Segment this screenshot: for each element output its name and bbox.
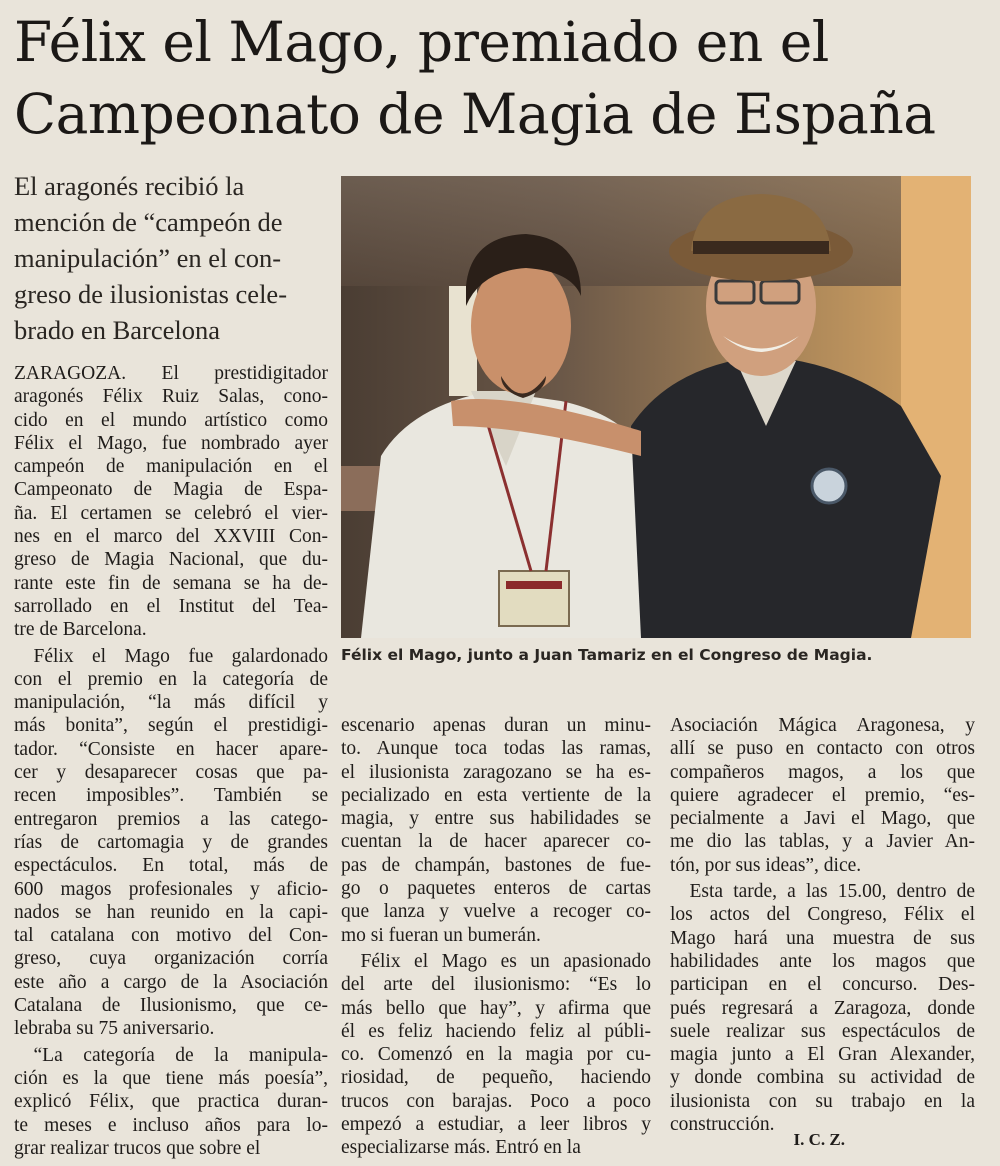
text-line: tador. “Consiste en hacer apare- — [14, 738, 328, 760]
author-signature: I. C. Z. — [793, 1130, 845, 1149]
text-line: cuentan la de hacer aparecer co- — [341, 831, 651, 853]
text-line: él es feliz haciendo feliz al públi- — [341, 1020, 651, 1042]
text-line: co. Comenzó en la magia por cu- — [341, 1044, 651, 1066]
article-column-3 — [670, 714, 975, 1136]
text-line: nes en el marco del XXVIII Con- — [14, 526, 328, 548]
text-line: que lanza y vuelve a recoger co- — [341, 901, 651, 923]
text-line: riosidad, de pequeño, haciendo — [341, 1067, 651, 1089]
text-line: habilidades ante los magos que — [670, 950, 975, 972]
text-line: Catalana de Ilusionismo, que ce- — [14, 995, 328, 1017]
text-line: 600 magos profesionales y aficio- — [14, 878, 328, 900]
text-line: ción es la que tiene más poesía”, — [14, 1067, 328, 1089]
text-line: explicó Félix, que practica duran- — [14, 1091, 328, 1113]
text-line: pecialmente a Javi el Mago, que — [670, 808, 975, 830]
text-line: recen imposibles”. También se — [14, 785, 328, 807]
text-line: tre de Barcelona. — [14, 619, 147, 641]
text-line: suele realizar sus espectáculos de — [670, 1020, 975, 1042]
text-line: este año a cargo de la Asociación — [14, 971, 328, 993]
subhead-line: brado en Barcelona — [14, 315, 221, 345]
text-line: Mago hará una muestra de sus — [670, 927, 975, 949]
text-line: Campeonato de Magia de Espa- — [14, 479, 328, 501]
text-line: ña. El certamen se celebró el vier- — [14, 502, 328, 524]
text-line: más bonita”, según el prestidigi- — [14, 715, 328, 737]
text-line: del arte del ilusionismo: “Es lo — [341, 974, 651, 996]
text-line: rías de cartomagia y de grandes — [14, 831, 328, 853]
text-line: greso, cuya organización corría — [14, 948, 328, 970]
headline-line: Campeonato de Magia de España — [14, 82, 936, 146]
text-line: to. Aunque toca todas las ramas, — [341, 738, 651, 760]
text-line: especializarse más. Entró en la — [341, 1137, 581, 1159]
text-line: los actos del Congreso, Félix el — [670, 904, 975, 926]
subhead-line: El aragonés recibió la — [14, 171, 245, 201]
text-line: go o paquetes enteros de cartas — [341, 878, 651, 900]
subhead-line: manipulación” en el con- — [14, 243, 282, 273]
article-column-2 — [341, 714, 651, 1160]
article-column-1 — [14, 362, 328, 1160]
text-line: Esta tarde, a las 15.00, dentro de — [670, 881, 975, 903]
text-line: Félix el Mago es un apasionado — [341, 950, 651, 972]
text-line: nados se han reunido en la capi- — [14, 901, 328, 923]
text-line: y donde combina su actividad de — [670, 1067, 975, 1089]
text-line: greso de Magia Nacional, que du- — [14, 549, 328, 571]
headline-line: Félix el Mago, premiado en el — [14, 10, 829, 74]
text-line: pecializado en esta vertiente de la — [341, 784, 651, 806]
text-line: tal catalana con motivo del Con- — [14, 925, 328, 947]
text-line: quiere agradecer el premio, “es- — [670, 784, 975, 806]
text-line: campeón de manipulación en el — [14, 456, 328, 478]
text-line: trucos con barajas. Poco a poco — [341, 1090, 651, 1112]
text-line: tón, por sus ideas”, dice. — [670, 854, 862, 876]
subheadline — [14, 168, 332, 348]
text-line: rante este fin de semana se ha de- — [14, 572, 328, 594]
text-line: allí se puso en contacto con otros — [670, 738, 975, 760]
subhead-line: greso de ilusionistas cele- — [14, 279, 288, 309]
text-line: espectáculos. En total, más de — [14, 855, 328, 877]
text-line: con el premio en la categoría de — [14, 668, 328, 690]
subhead-line: mención de “campeón de — [14, 207, 283, 237]
text-line: te meses e incluso años para lo- — [14, 1114, 328, 1136]
text-line: manipulación, “la más difícil y — [14, 692, 328, 714]
text-line: el ilusionista zaragozano se ha es- — [341, 761, 651, 783]
photo-illustration — [341, 176, 971, 638]
text-line: escenario apenas duran un minu- — [341, 715, 651, 736]
text-line: magia junto a El Gran Alexander, — [670, 1044, 975, 1066]
text-line: lebraba su 75 aniversario. — [14, 1018, 215, 1040]
article-photo — [341, 176, 971, 638]
text-line: compañeros magos, a los que — [670, 761, 975, 783]
text-line: construcción. — [670, 1114, 775, 1136]
text-line: cer y desaparecer cosas que pa- — [14, 762, 328, 784]
text-line: pués regresará a Zaragoza, donde — [670, 997, 975, 1019]
text-line: más bello que hay”, y afirma que — [341, 997, 651, 1019]
text-line: participan en el concurso. Des- — [670, 974, 975, 996]
text-line: “La categoría de la manipula- — [14, 1044, 328, 1066]
text-line: pas de champán, bastones de fue- — [341, 854, 651, 876]
headline — [14, 6, 989, 150]
text-line: sarrollado en el Institut del Tea- — [14, 595, 328, 617]
text-line: aragonés Félix Ruiz Salas, cono- — [14, 386, 328, 408]
text-line: Félix el Mago, fue nombrado ayer — [14, 432, 328, 454]
text-line: entregaron premios a las catego- — [14, 808, 328, 830]
text-line: cido en el mundo artístico como — [14, 409, 328, 431]
text-line: empezó a estudiar, a leer libros y — [341, 1114, 651, 1136]
text-line: mo si fueran un bumerán. — [341, 924, 541, 946]
text-line: Félix el Mago fue galardonado — [14, 645, 328, 667]
text-line: ilusionista con su trabajo en la — [670, 1090, 975, 1112]
text-line: Asociación Mágica Aragonesa, y — [670, 715, 975, 736]
text-line: ZARAGOZA. El prestidigitador — [14, 363, 328, 384]
photo-caption: Félix el Mago, junto a Juan Tamariz en el Congreso de Magia. — [341, 646, 873, 664]
text-line: grar realizar trucos que sobre el — [14, 1137, 261, 1159]
text-line: me dio las tablas, y a Javier An- — [670, 831, 975, 853]
text-line: magia, y entre sus habilidades se — [341, 808, 651, 830]
